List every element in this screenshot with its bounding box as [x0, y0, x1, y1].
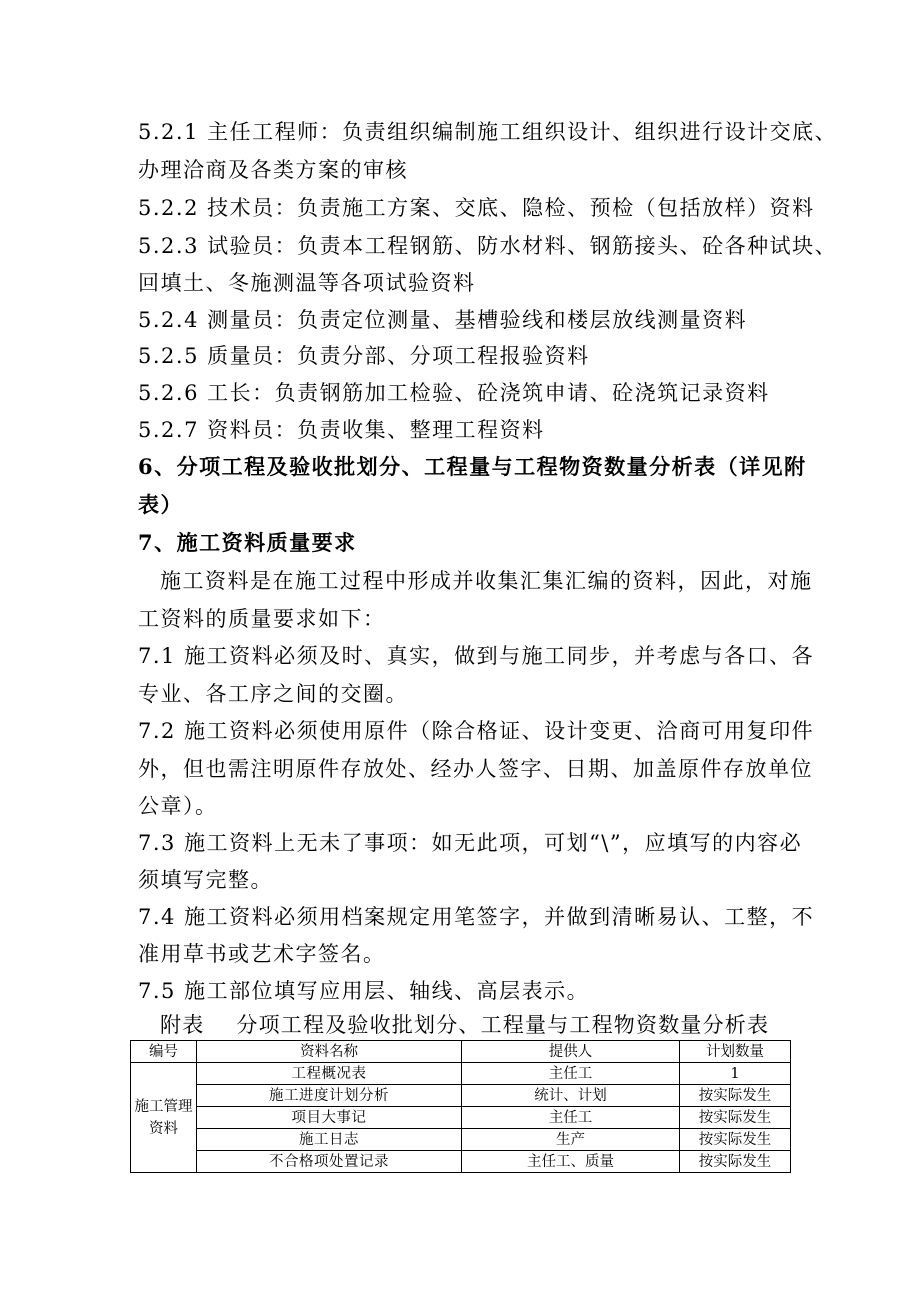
- table-row: [131, 1063, 791, 1085]
- appendix-label: 附表: [160, 1013, 205, 1037]
- appendix-title: [160, 1010, 769, 1040]
- text-line-7-3-cont: 须填写完整。: [138, 868, 273, 892]
- appendix-table: [130, 1040, 791, 1173]
- cell-name: 工程概况表: [197, 1063, 462, 1085]
- text-line-5-2-1: 5.2.1 主任工程师：负责组织编制施工组织设计、组织进行设计交底、: [138, 120, 838, 144]
- text-line-5-2-3-cont: 回填土、冬施测温等各项试验资料: [138, 271, 476, 295]
- section-heading-6: 6、分项工程及验收批划分、工程量与工程物资数量分析表（详见附: [138, 454, 807, 479]
- section-heading-6-cont: 表）: [138, 492, 183, 517]
- text-line-7-4: 7.4 施工资料必须用档案规定用笔签字，并做到清晰易认、工整，不: [138, 905, 815, 929]
- cell-provider: 主任工: [462, 1063, 680, 1085]
- table-row: [131, 1107, 791, 1129]
- cell-provider: 主任工、质量: [462, 1151, 680, 1173]
- cell-quantity: 1: [680, 1063, 791, 1085]
- header-cell-provider: 提供人: [462, 1041, 680, 1063]
- text-line-7-2: 7.2 施工资料必须使用原件（除合格证、设计变更、洽商可用复印件: [138, 719, 815, 743]
- cell-provider: 生产: [462, 1129, 680, 1151]
- text-line-5-2-5: 5.2.5 质量员：负责分部、分项工程报验资料: [138, 344, 590, 368]
- header-cell-quantity: 计划数量: [680, 1041, 791, 1063]
- cell-quantity: 按实际发生: [680, 1085, 791, 1107]
- text-line-7-1-cont: 专业、各工序之间的交圈。: [138, 682, 408, 706]
- text-line-5-2-3: 5.2.3 试验员：负责本工程钢筋、防水材料、钢筋接头、砼各种试块、: [138, 234, 838, 258]
- table-row: [131, 1129, 791, 1151]
- cell-name: 项目大事记: [197, 1107, 462, 1129]
- text-line-7-2-cont: 外，但也需注明原件存放处、经办人签字、日期、加盖原件存放单位: [138, 757, 813, 781]
- text-line-7-4-cont: 准用草书或艺术字签名。: [138, 942, 386, 966]
- text-line-5-2-2: 5.2.2 技术员：负责施工方案、交底、隐检、预检（包括放样）资料: [138, 196, 815, 220]
- header-cell-name: 资料名称: [197, 1041, 462, 1063]
- text-line-5-2-6: 5.2.6 工长：负责钢筋加工检验、砼浇筑申请、砼浇筑记录资料: [138, 381, 770, 405]
- table-row: [131, 1085, 791, 1107]
- text-line-7-2-cont2: 公章）。: [138, 794, 218, 818]
- cell-name: 施工日志: [197, 1129, 462, 1151]
- cell-provider: 统计、计划: [462, 1085, 680, 1107]
- appendix-title-text: 分项工程及验收批划分、工程量与工程物资数量分析表: [236, 1013, 770, 1037]
- paragraph-intro: 施工资料是在施工过程中形成并收集汇集汇编的资料，因此，对施: [160, 569, 813, 593]
- text-line-5-2-1-cont: 办理洽商及各类方案的审核: [138, 158, 408, 182]
- text-line-7-5: 7.5 施工部位填写应用层、轴线、高层表示。: [138, 979, 590, 1003]
- cell-name: 不合格项处置记录: [197, 1151, 462, 1173]
- header-cell-number: 编号: [131, 1041, 197, 1063]
- table-header-row: [131, 1041, 791, 1063]
- section-heading-7: 7、施工资料质量要求: [138, 530, 357, 555]
- text-line-5-2-4: 5.2.4 测量员：负责定位测量、基槽验线和楼层放线测量资料: [138, 308, 748, 332]
- cell-quantity: 按实际发生: [680, 1107, 791, 1129]
- table-row: [131, 1151, 791, 1173]
- cell-provider: 主任工: [462, 1107, 680, 1129]
- text-line-7-3: 7.3 施工资料上无未了事项：如无此项，可划“\”，应填写的内容必: [138, 831, 803, 855]
- paragraph-intro-cont: 工资料的质量要求如下：: [138, 607, 386, 631]
- text-line-7-1: 7.1 施工资料必须及时、真实，做到与施工同步，并考虑与各口、各: [138, 644, 815, 668]
- group-cell: 施工管理资料: [131, 1063, 197, 1173]
- cell-quantity: 按实际发生: [680, 1151, 791, 1173]
- cell-name: 施工进度计划分析: [197, 1085, 462, 1107]
- cell-quantity: 按实际发生: [680, 1129, 791, 1151]
- text-line-5-2-7: 5.2.7 资料员：负责收集、整理工程资料: [138, 418, 545, 442]
